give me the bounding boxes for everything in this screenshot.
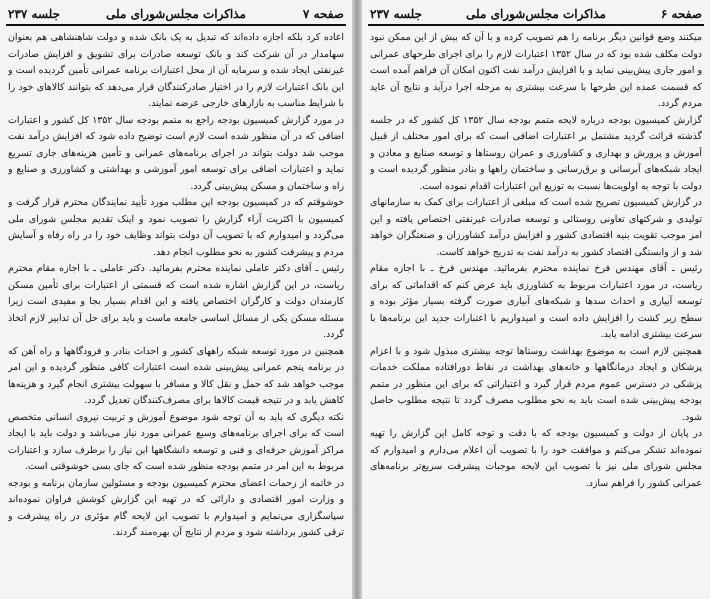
left-page (0, 0, 352, 599)
right-page (362, 0, 710, 599)
running-title: مذاکرات مجلس‌شورای ملی (105, 7, 246, 21)
paragraph: در پایان از دولت و کمیسیون بودجه که با دقت و توجه کامل این گزارش را تهیه نموده‌اند تشکر می‌کنم و موافقت خود را با تصویب آن اعلام می‌دارم و امیدوارم که مجلس شورای ملی نیز با تصویب این لایحه موجبات پیشرفت سریع‌تر برنامه‌های عمرانی کشور را فراهم سازد. (370, 428, 702, 489)
paragraph: اعاده کرد بلکه اجازه داده‌اند که تبدیل به یک بانک شده و دولت شاهنشاهی هم بعنوان سهامدار در آن شرکت کند و بانک توسعه صادرات برای تشویق و افزایش صادرات غیرنفتی ایجاد شده و سرمایه آن از محل اعتبارات برنامه عمرانی تأمین گردیده است و این بانک اعتبارات لازم را در اختیار صادرکنندگان قرار می‌دهد که بتوانند کالاهای خود را با شرایط مناسب به بازارهای خارجی عرضه نمایند. (8, 32, 344, 109)
paragraph: نکته دیگری که باید به آن توجه شود موضوع آموزش و تربیت نیروی انسانی متخصص است که برای اجرای برنامه‌های وسیع عمرانی مورد نیاز می‌باشد و دولت باید با ایجاد مراکز آموزش حرفه‌ای و فنی و توسعه دانشگاهها این نیاز را برطرف سازد و اعتبارات مربوط به این امر در متمم بودجه منظور شده است که جای بسی خوشوقتی است. (8, 411, 344, 472)
page-header (368, 6, 704, 26)
body-text (8, 30, 344, 595)
session-number: جلسه ۲۳۷ (8, 7, 61, 21)
paragraph: رئیس ـ آقای دکتر عاملی نماینده محترم بفرمائید. دکتر عاملی ـ با اجازه مقام محترم ریاست، در این گزارش اشاره شده است که قسمتی از اعتبارات برای تأمین مسکن کارمندان دولت و کارگران اختصاص یافته و این اقدام بسیار بجا و مفیدی است زیرا مسئله مسکن یکی از مسائل اساسی جامعه ماست و باید برای حل آن تدابیر لازم اتخاذ گردد. (8, 263, 344, 340)
page-number: صفحه ۶ (660, 7, 702, 21)
paragraph: رئیس ـ آقای مهندس فرخ نماینده محترم بفرمائید. مهندس فرخ ـ با اجازه مقام ریاست، در مورد اعتبارات مربوط به کشاورزی باید عرض کنم که اقداماتی که برای توسعه آبیاری و احداث سدها و شبکه‌های آبیاری صورت گرفته بسیار مؤثر بوده و سطح زیر کشت را افزایش داده است و امیدواریم با اعتبارات جدید این برنامه‌ها با سرعت بیشتری ادامه یابد. (370, 263, 702, 340)
paragraph: همچنین در مورد توسعه شبکه راههای کشور و احداث بنادر و فرودگاهها و راه آهن که در برنامه پنجم عمرانی پیش‌بینی شده است اعتبارات کافی منظور گردیده و این امر موجب خواهد شد که حمل و نقل کالا و مسافر با سهولت بیشتری انجام گیرد و هزینه‌ها کاهش یابد و در نتیجه قیمت کالاها برای مصرف‌کنندگان تعدیل گردد. (8, 345, 344, 406)
running-title: مذاکرات مجلس‌شورای ملی (465, 7, 606, 21)
page-header (6, 6, 346, 26)
paragraph: خوشوقتم که در کمیسیون بودجه این مطلب مورد تأیید نمایندگان محترم قرار گرفت و کمیسیون با اکثریت آراء گزارش را تصویب نمود و اینک تقدیم مجلس شورای ملی می‌گردد و امیدوارم که با تصویب آن دولت بتواند وظایف خود را در راه رفاه و آسایش مردم و پیشرفت کشور به نحو مطلوب انجام دهد. (8, 197, 344, 258)
book-gutter (352, 0, 362, 599)
paragraph: گزارش کمیسیون بودجه درباره لایحه متمم بودجه سال ۱۳۵۲ کل کشور که در جلسه گذشته قرائت گردید مشتمل بر اعتبارات اضافی است که برای امور مختلف از قبیل آموزش و پرورش و بهداری و کشاورزی و عمران روستاها و توسعه صنایع و معادن و ایجاد شبکه‌های آبرسانی و برق‌رسانی و ساختمان راهها و بنادر منظور گردیده است و دولت با توجه به اولویت‌ها نسبت به توزیع این اعتبارات اقدام نموده است. (370, 114, 702, 192)
paragraph: در مورد گزارش کمیسیون بودجه راجع به متمم بودجه سال ۱۳۵۲ کل کشور و اعتبارات اضافی که در آن منظور شده است لازم است توضیح داده شود که افزایش درآمد نفت موجب شد دولت بتواند در اجرای برنامه‌های عمرانی و تأمین هزینه‌های جاری تسریع نماید و اعتبارات اضافی برای توسعه امور آموزشی و بهداشتی و کشاورزی و صنایع و راه و ساختمان و مسکن پیش‌بینی گردد. (8, 114, 344, 192)
paragraph: در خاتمه از زحمات اعضای محترم کمیسیون بودجه و مسئولین سازمان برنامه و بودجه و وزارت امور اقتصادی و دارائی که در تهیه این گزارش کوشش فراوان نموده‌اند سپاسگزاری می‌نمایم و امیدوارم با تصویب این لایحه گام مؤثری در راه پیشرفت و ترقی کشور برداشته شود و مردم از نتایج آن بهره‌مند گردند. (8, 477, 344, 538)
body-text (370, 30, 702, 595)
paragraph: در گزارش کمیسیون تصریح شده است که مبلغی از اعتبارات برای کمک به سازمانهای تولیدی و شرکتهای تعاونی روستائی و توسعه صادرات غیرنفتی اختصاص یافته و این امر موجب تقویت بنیه اقتصادی کشور و افزایش درآمد کشاورزان و صنعتگران خواهد شد و از وابستگی اقتصاد کشور به درآمد نفت به تدریج خواهد کاست. (370, 197, 702, 258)
page-number: صفحه ۷ (302, 7, 344, 21)
session-number: جلسه ۲۳۷ (370, 7, 423, 21)
paragraph: میکنند وضع قوانین دیگر برنامه را هم تصویب کرده و با آن که بیش از این ممکن نبود دولت مکلف شده بود که در سال ۱۳۵۲ اعتبارات لازم را برای اجرای طرحهای عمرانی و امور جاری پیش‌بینی نماید و با افزایش درآمد نفت اکنون امکان آن فراهم آمده است که قسمت عمده این طرحها با سرعت بیشتری به مرحله اجرا درآید و نتایج آن عاید مردم گردد. (370, 32, 702, 109)
paragraph: همچنین لازم است به موضوع بهداشت روستاها توجه بیشتری مبذول شود و با اعزام پزشکان و ایجاد درمانگاهها و خانه‌های بهداشت در نقاط دورافتاده مملکت خدمات پزشکی در دسترس عموم مردم قرار گیرد و اعتباراتی که برای این منظور در متمم بودجه پیش‌بینی شده است باید به نحو مطلوب مصرف گردد تا نتیجه مطلوب حاصل شود. (370, 345, 702, 423)
